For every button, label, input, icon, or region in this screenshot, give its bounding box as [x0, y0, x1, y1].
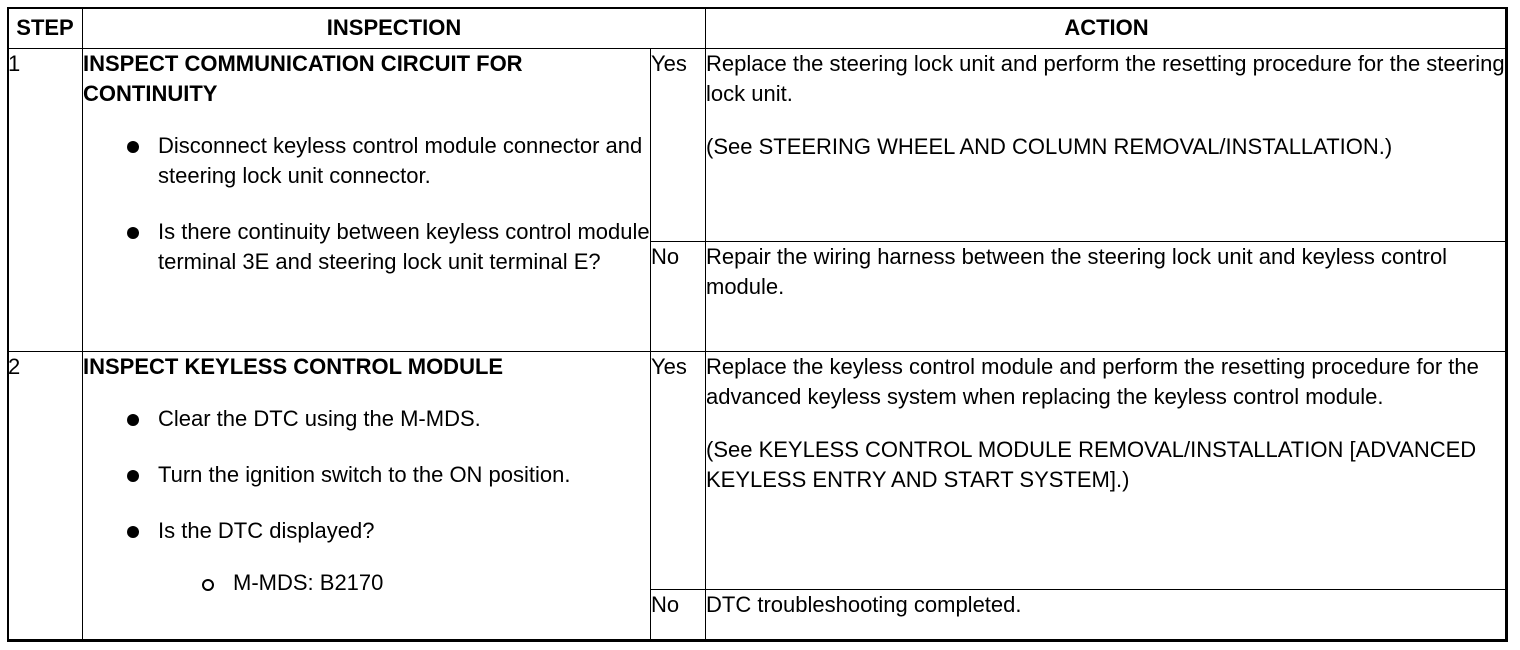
bullet-text: Clear the DTC using the M-MDS.: [158, 406, 481, 431]
action-reference: (See STEERING WHEEL AND COLUMN REMOVAL/INSTALLATION.): [706, 134, 1393, 159]
action-text: Repair the wiring harness between the steering lock unit and keyless control module.: [706, 244, 1448, 299]
step-column-header: STEP: [8, 8, 83, 49]
inspection-column-header: INSPECTION: [83, 8, 706, 49]
action-column-header: ACTION: [706, 8, 1508, 49]
step-number: 2: [8, 352, 83, 642]
yes-label: Yes: [651, 352, 706, 590]
bullet-text: Is there continuity between keyless control module terminal 3E and steering lock unit terminal E?: [158, 219, 650, 274]
yes-label: Yes: [651, 49, 706, 242]
no-label: No: [651, 590, 706, 642]
table-outer-border: [7, 7, 1507, 641]
no-label: No: [651, 242, 706, 352]
bullet-text: Disconnect keyless control module connector and steering lock unit connector.: [158, 133, 643, 188]
action-reference: (See KEYLESS CONTROL MODULE REMOVAL/INSTALLATION [ADVANCED KEYLESS ENTRY AND START SYSTEM].): [706, 437, 1477, 492]
action-text: Replace the steering lock unit and perform the resetting procedure for the steering lock unit.: [706, 51, 1505, 106]
bullet-text: Turn the ignition switch to the ON position.: [158, 462, 571, 487]
sub-bullet-text: M-MDS: B2170: [233, 570, 384, 595]
inspection-title: INSPECT COMMUNICATION CIRCUIT FOR CONTINUITY: [83, 51, 523, 106]
action-text: Replace the keyless control module and perform the resetting procedure for the advanced keyless system when replacing the keyless control module.: [706, 354, 1479, 409]
action-text: DTC troubleshooting completed.: [706, 592, 1022, 617]
bullet-text: Is the DTC displayed?: [158, 518, 375, 543]
step-number: 1: [8, 49, 83, 352]
inspection-title: INSPECT KEYLESS CONTROL MODULE: [83, 354, 504, 379]
